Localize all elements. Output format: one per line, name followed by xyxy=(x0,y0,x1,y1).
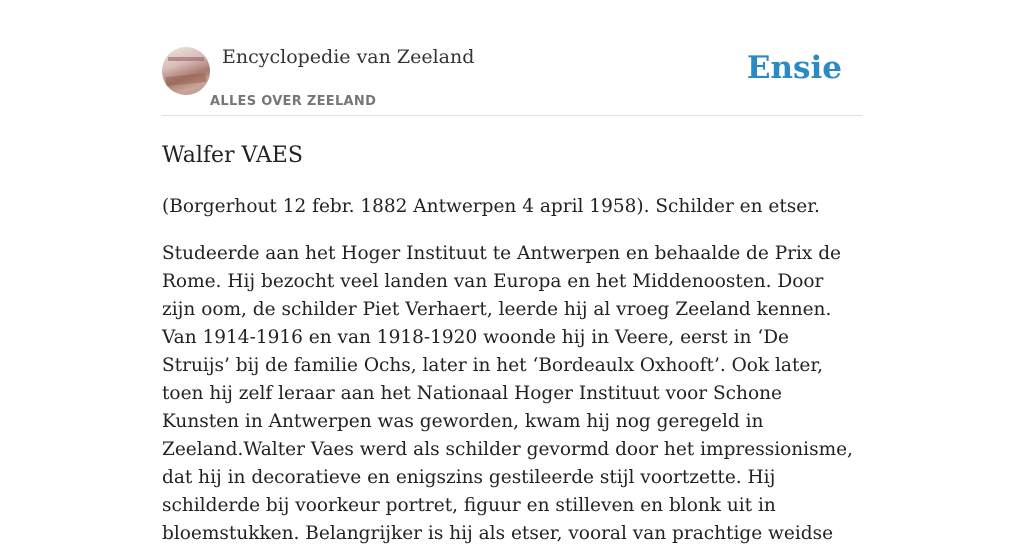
avatar-image-detail xyxy=(166,73,207,86)
site-header xyxy=(162,0,862,116)
encyclopedia-title[interactable]: Encyclopedie van Zeeland xyxy=(222,46,475,68)
article-lead: (Borgerhout 12 febr. 1882 Antwerpen 4 april 1958). Schilder en etser. xyxy=(162,196,820,217)
ensie-logo-link[interactable]: Ensie xyxy=(746,50,842,86)
article xyxy=(162,142,862,548)
article-body: Studeerde aan het Hoger Instituut te Antwerpen en behaalde de Prix de Rome. Hij bezocht veel landen van Europa en het Middenoosten. Door zijn oom, de schilder Piet Verhaert, leerde hij al vroeg Zeeland kennen. Van 1914-1916 en van 1918-1920 woonde hij in Veere, eerst in ‘De Struijs’ bij de familie Ochs, later in het ‘Bordeaulx Oxhooft’. Ook later, toen hij zelf leraar aan het Nationaal Hoger Instituut voor Schone Kunsten in Antwerpen was geworden, kwam hij nog geregeld in Zeeland.Walter Vaes werd als schilder gevormd door het impressionisme, dat hij in decoratieve en enigszins gestileerde stijl voortzette. Hij schilderde bij voorkeur portret, figuur en stilleven en blonk uit in bloemstukken. Belangrijker is hij als etser, vooral van prachtige weidse xyxy=(162,243,853,544)
avatar-image-detail xyxy=(168,57,204,61)
page xyxy=(162,0,862,548)
article-title: Walfer VAES xyxy=(162,143,303,168)
encyclopedia-tagline: ALLES OVER ZEELAND xyxy=(210,94,377,109)
encyclopedia-avatar[interactable] xyxy=(162,47,210,95)
